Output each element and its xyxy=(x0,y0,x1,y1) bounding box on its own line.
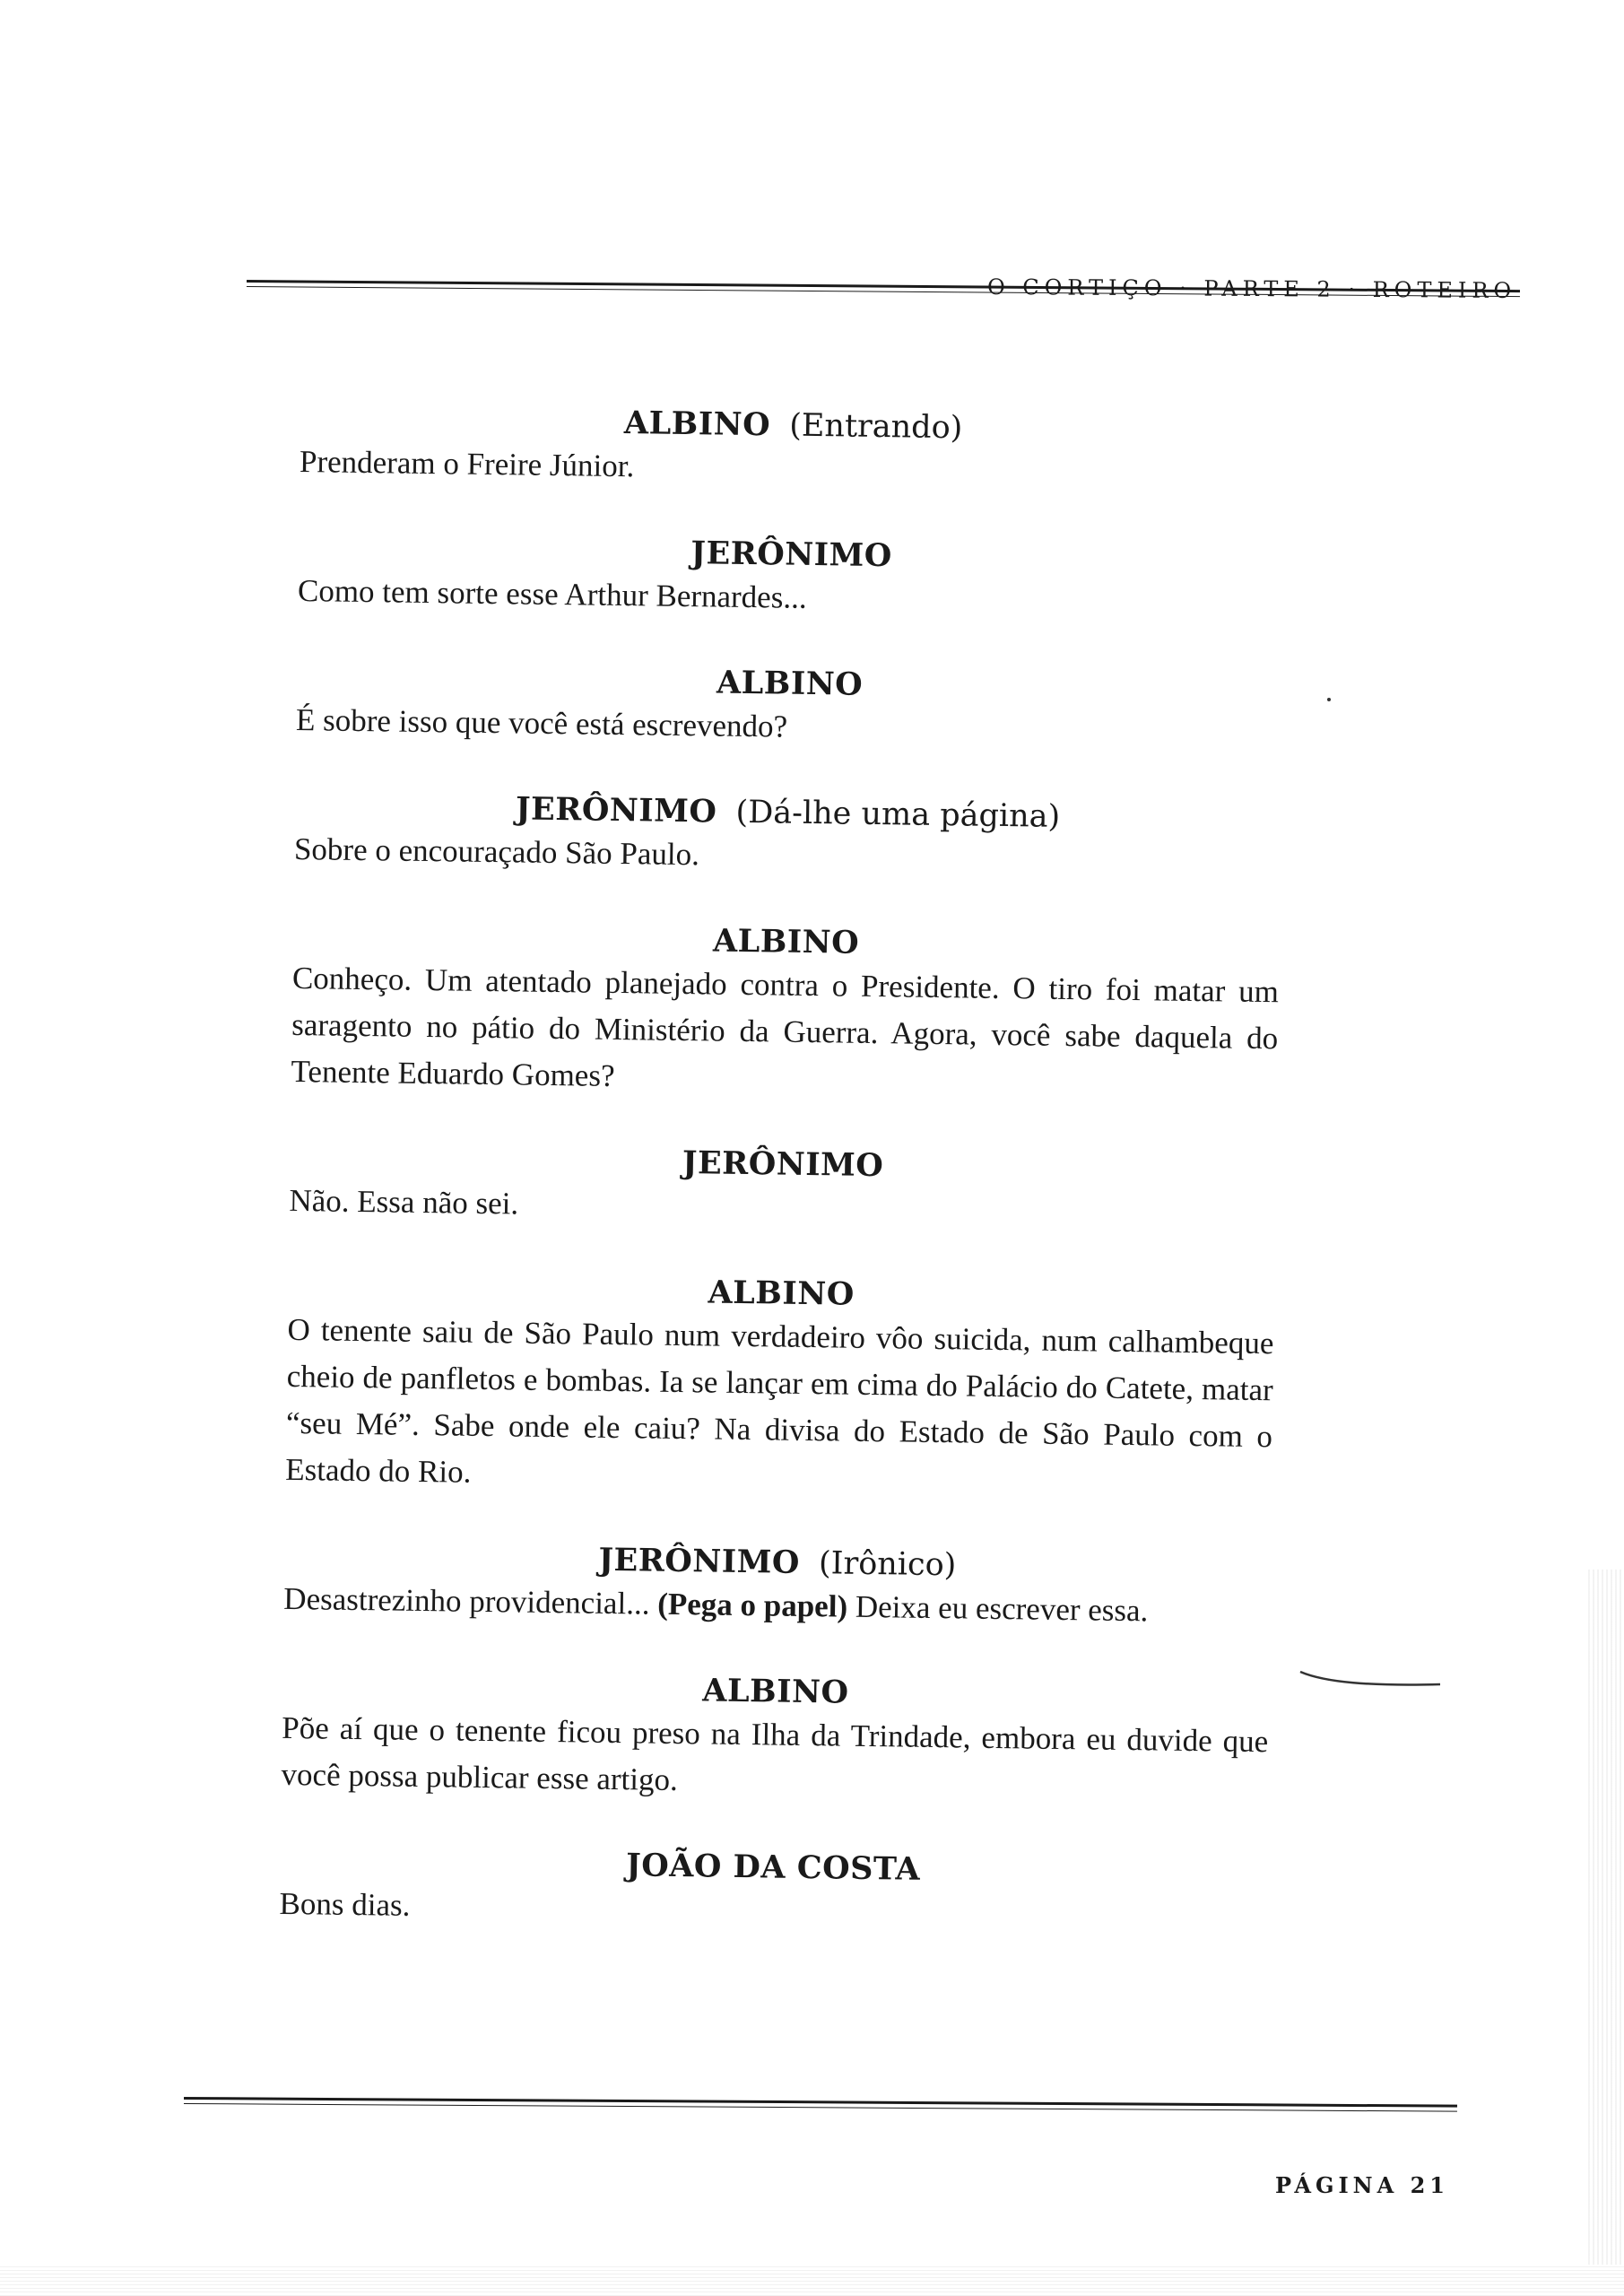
dialogue-line: Prenderam o Freire Júnior. xyxy=(299,443,635,484)
dialogue-line: O tenente saiu de São Paulo num verdadeiro vôo suicida, num calhambeque cheio de panfletos e bombas. Ia se lançar em cima do Palácio do Catete, matar “seu Mé”. Sabe onde ele caiu? Na divisa do Estado de São Paulo com o Estado do Rio. xyxy=(285,1311,1274,1490)
scan-bottom-artifact xyxy=(0,2265,1624,2296)
stage-direction: (Dá-lhe uma página) xyxy=(735,794,1061,835)
footer-rule xyxy=(184,2097,1457,2112)
speaker-name: JERÔNIMO xyxy=(682,1144,884,1185)
inline-stage-direction: (Pega o papel) xyxy=(656,1586,848,1624)
speaker-name: JOÃO DA COSTA xyxy=(625,1847,921,1888)
running-head: O CORTIÇO · PARTE 2 · ROTEIRO xyxy=(986,274,1517,304)
speaker-name: ALBINO xyxy=(716,664,864,703)
speaker-name: JERÔNIMO xyxy=(515,790,717,831)
speaker-name: JERÔNIMO xyxy=(690,535,893,575)
speaker-name: ALBINO xyxy=(708,1274,855,1313)
dialogue-line: Bons dias. xyxy=(279,1885,411,1923)
dialogue-block xyxy=(285,1267,1274,1507)
dialogue-block xyxy=(291,916,1280,1109)
dialogue-line: Sobre o encouraçado São Paulo. xyxy=(293,831,700,873)
speaker-name: ALBINO xyxy=(712,922,860,961)
dialogue-block xyxy=(281,1665,1269,1812)
dialogue-block xyxy=(294,787,1281,886)
dialogue-block xyxy=(283,1536,1271,1636)
speaker-name: ALBINO xyxy=(623,404,771,444)
dialogue-block xyxy=(279,1841,1266,1941)
page-number: PÁGINA 21 xyxy=(1275,2172,1449,2198)
speaker-name: ALBINO xyxy=(702,1672,849,1711)
stage-direction: (Entrando) xyxy=(788,407,963,447)
dialogue-text: Desastrezinho providencial... xyxy=(283,1580,650,1622)
dialogue-line: Põe aí que o tenente ficou preso na Ilha da Trindade, embora eu duvide que você possa publicar esse artigo. xyxy=(281,1709,1269,1798)
dialogue-line: Como tem sorte esse Arthur Bernardes... xyxy=(297,572,807,615)
dialogue-line: Conheço. Um atentado planejado contra o Presidente. O tiro foi matar um saragento no pátio do Ministério da Guerra. Agora, você sabe daquela do Tenente Eduardo Gomes? xyxy=(291,960,1280,1093)
dialogue-block xyxy=(300,399,1287,499)
dialogue-block xyxy=(289,1138,1276,1238)
pencil-mark-icon xyxy=(1298,1666,1442,1693)
speck-mark xyxy=(1327,698,1331,701)
stage-direction: (Irônico) xyxy=(818,1545,957,1584)
script-body xyxy=(279,399,1287,1941)
speaker-name: JERÔNIMO xyxy=(598,1541,801,1581)
dialogue-text: Deixa eu escrever essa. xyxy=(855,1588,1149,1629)
dialogue-line: Não. Essa não sei. xyxy=(289,1182,519,1222)
dialogue-block xyxy=(298,528,1285,628)
scan-edge-artifact xyxy=(1588,1570,1624,2296)
dialogue-block xyxy=(296,657,1283,757)
dialogue-line: É sobre isso que você está escrevendo? xyxy=(295,701,788,744)
